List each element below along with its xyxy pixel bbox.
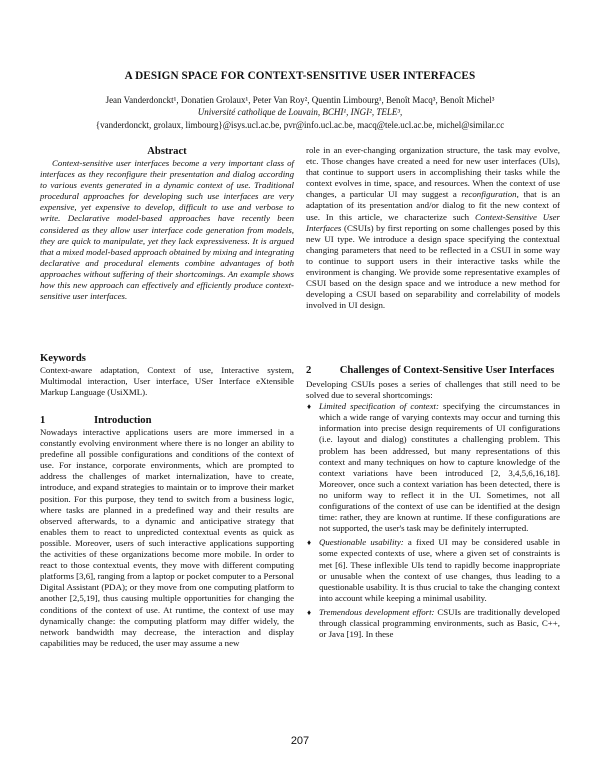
introduction-text: Nowadays interactive applications users are more immersed in a constantly evolving environment where there is no longer an ability to predefine all possible configurations and conditions of the context of use. For instance, corporate environments, which are prompted to address the challenges of market internalization, have to create, introduce, and expand strategies to maintain or to improve their market position. For this purpose, they tend to switch from a business logic, where tasks are planned in a predefined way and their results are observed afterwards, to a dynamic and anticipative strategy that enables them to react to unpredicted contextual events as quick as possible. Moreover, users of such interactive applications supporting the activities of these organizations become more mobile. In order to react to those contextual events, they move with different computing platforms [3,6], ranging from a laptop or pocket computer to a Personal Digital Assistant (PDA); or they move from one computing platform to another [2,5,19], thus causing multiple opportunities for changing the conditions of the context of use. At runtime, the context of use may dynamically change: the computing platform may differ widely, the network bandwidth may decrease, the interaction and display capabilities may be reduced, the user may assume a new xyxy=(40,427,294,648)
list-item xyxy=(306,607,560,640)
item-text: CSUIs are traditionally developed through classical programming environments, such as Basic, C++, or Java [19]. In these xyxy=(319,606,560,640)
section-number: 1 xyxy=(40,415,46,426)
list-item xyxy=(306,537,560,604)
challenge-list xyxy=(306,401,560,640)
section-title: Challenges of Context-Sensitive User Interfaces xyxy=(339,365,555,376)
introduction-heading xyxy=(40,414,294,427)
item-term: Questionable usability: xyxy=(319,537,404,548)
csui-term: Context-Sensitive User Interfaces xyxy=(306,211,560,233)
intro-continuation-text: role in an ever-changing organization structure, the task may evolve, etc. Those changes have created a need for new user interfaces (UIs), that continue to support users in accomplishing their tasks while the context evolves in time, space, and resources. When the context of use changes, a particular UI may suggest a reconfiguration, that is an adaptation of its presentation and/or dialog to fit the new context of use. In this article, we characterize such Context-Sensitive User Interfaces (CSUIs) by first reporting on some challenges posed by this new UI type. We introduce a design space specifying the contextual changing parameters that need to be reflected in a CSUI in some way to continue to support users in their interactive tasks while the environment is changing. We provide some representative examples of CSUI based on the design space and we introduce a new method for developing a CSUI based on separability and correlability of models involved in UI design. xyxy=(306,145,561,311)
affiliation: Université catholique de Louvain, BCHI¹, INGI², TELE³, xyxy=(197,107,403,117)
list-item xyxy=(306,401,560,534)
section-2 xyxy=(306,364,560,643)
item-text: a fixed UI may be considered usable in some expected contexts of use, where a given set of constraints is met [6]. These inflexible UIs tend to rapidly become inappropriate or unusable when the context of use changes, thus leading to a questionable usability. It is thus crucial to take the changing context into account while keeping a minimal usability. xyxy=(319,537,560,603)
abstract-heading: Abstract xyxy=(147,146,187,157)
keywords-heading: Keywords xyxy=(40,353,86,364)
section-title: Introduction xyxy=(94,415,152,426)
keywords-text: Context-aware adaptation, Context of use, Interactive system, Multimodal interaction, User interface, USer Interface eXtensible Markup Language (UsiXML). xyxy=(40,365,294,398)
page-number: 207 xyxy=(290,735,310,747)
section-number: 2 xyxy=(306,365,312,376)
author-list: Jean Vanderdonckt¹, Donatien Grolaux¹, Peter Van Roy², Quentin Limbourg¹, Benoît Macq³, Benoît Michel³ xyxy=(105,95,495,105)
abstract-section xyxy=(40,145,294,302)
item-text: specifying the circumstances in which a wide range of varying contexts may occur and turning this information into precise design requirements of UI configurations (i.e. layout and dialog) constitutes a challenging problem. This problem has been addressed, but many representations of this context and many techniques on how to capture knowledge of the context variations have been introduced [2, 3,4,5,6,16,18]. Moreover, once such a context variation has been detected, there is no uniform way to reflect it in the UI. Sometimes, not all configurations of the context of use can be identified at the design time: rather, they are known at runtime. If these configurations are not supported, the user's task may be definitely interrupted. xyxy=(319,401,560,534)
diamond-bullet-icon: ♦ xyxy=(307,402,312,412)
section-2-heading xyxy=(306,364,560,377)
diamond-bullet-icon: ♦ xyxy=(307,538,312,548)
intro-continuation xyxy=(306,145,560,311)
item-term: Tremendous development effort: xyxy=(319,606,435,617)
author-emails: {vanderdonckt, grolaux, limbourg}@isys.ucl.ac.be, pvr@info.ucl.ac.be, macq@tele.ucl.ac.be, michel@similar.cc xyxy=(95,120,505,130)
section-2-intro: Developing CSUIs poses a series of challenges that still need to be solved due to several shortcomings: xyxy=(306,379,560,401)
abstract-text: Context-sensitive user interfaces become a very important class of interfaces as they reconfigure their presentation and dialog according to various events generated in a dynamic context of use. Traditional procedural approaches for developing such use interfaces are very expensive, yet expensive to develop, difficult to use and verbose to write. Declarative model-based approaches have recently been considered as they allow user interface code generation from models, they are quick to manipulate, yet they lack expressiveness. It is argued that a mixed model-based approach obtained by mixing and integrating declarative and procedural elements combine advantages of both approaches without suffering of their shortcomings. An example shows how this new approach can effectively and efficiently produce context-sensitive user interfaces. xyxy=(40,158,294,302)
keywords-section xyxy=(40,352,294,398)
reconfiguration-term: reconfiguration, xyxy=(461,189,519,200)
item-term: Limited specification of context: xyxy=(319,401,439,412)
diamond-bullet-icon: ♦ xyxy=(307,607,312,617)
introduction-section xyxy=(40,414,294,649)
paper-title: A DESIGN SPACE FOR CONTEXT-SENSITIVE USER INTERFACES xyxy=(124,70,476,82)
